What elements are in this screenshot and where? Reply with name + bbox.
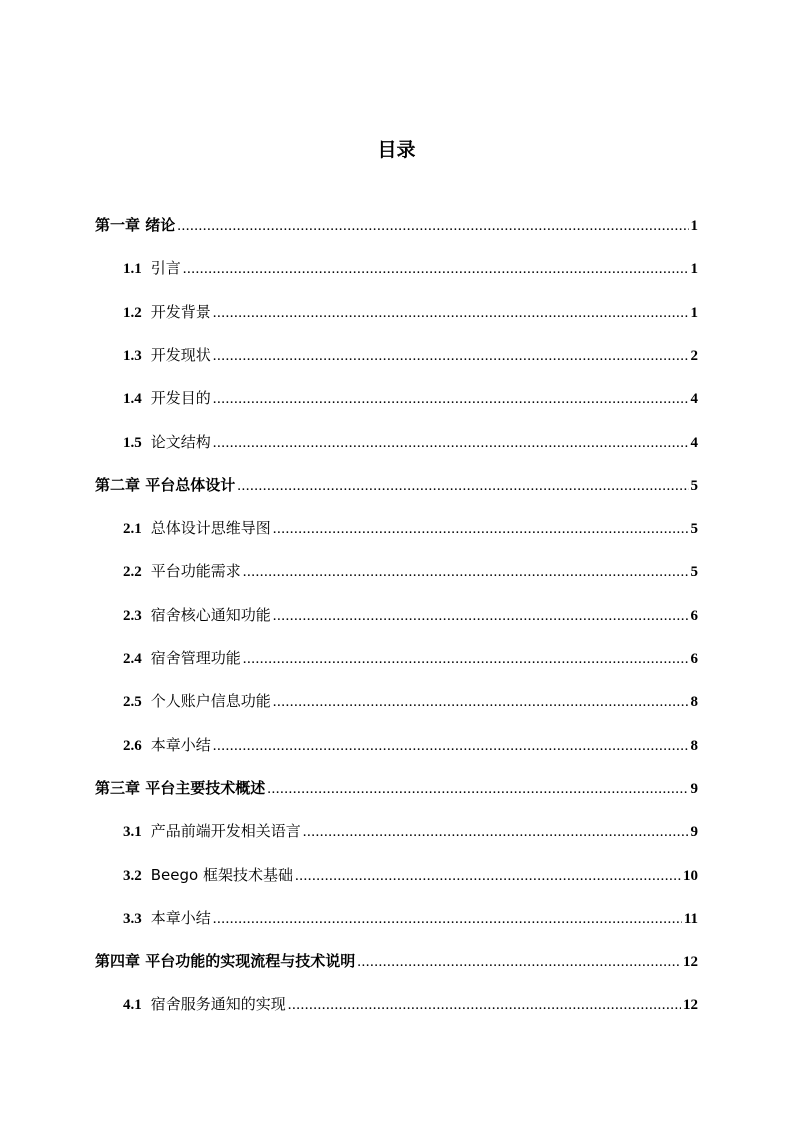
toc-entry-label: 开发背景 xyxy=(150,303,211,321)
toc-section-entry[interactable] xyxy=(123,386,698,410)
toc-section-entry[interactable] xyxy=(123,906,698,930)
toc-entry-label: 平台功能需求 xyxy=(150,562,241,580)
toc-page-number: 9 xyxy=(690,824,698,840)
toc-entry-number: 1.3 xyxy=(123,348,142,364)
toc-entry-number: 3.1 xyxy=(123,824,142,840)
toc-dot-leader xyxy=(213,387,689,411)
toc-entry-label: 个人账户信息功能 xyxy=(150,692,271,710)
toc-section-entry[interactable] xyxy=(123,992,698,1016)
toc-page-number: 12 xyxy=(683,997,698,1013)
toc-page-number: 10 xyxy=(683,868,698,884)
toc-chapter-entry[interactable] xyxy=(95,949,698,973)
toc-dot-leader xyxy=(237,474,688,498)
toc-entry-label: 本章小结 xyxy=(150,736,211,754)
toc-page-number: 8 xyxy=(690,694,698,710)
toc-dot-leader xyxy=(177,214,688,238)
toc-dot-leader xyxy=(213,431,689,455)
toc-entry-number: 2.6 xyxy=(123,738,142,754)
toc-chapter-entry[interactable] xyxy=(95,213,698,237)
toc-entry-number: 3.3 xyxy=(123,911,142,927)
toc-section-entry[interactable] xyxy=(123,863,698,887)
toc-dot-leader xyxy=(213,344,689,368)
toc-chapter-entry[interactable] xyxy=(95,776,698,800)
toc-section-entry[interactable] xyxy=(123,559,698,583)
toc-entry-number: 2.2 xyxy=(123,564,142,580)
page-title: 目录 xyxy=(377,139,416,161)
toc-entry-number: 1.5 xyxy=(123,435,142,451)
toc-entry-label: 本章小结 xyxy=(150,909,211,927)
toc-section-entry[interactable] xyxy=(123,646,698,670)
toc-section-entry[interactable] xyxy=(123,516,698,540)
toc-page-number: 5 xyxy=(690,521,698,537)
toc-page-number: 5 xyxy=(690,564,698,580)
toc-entry-label: 第四章 平台功能的实现流程与技术说明 xyxy=(95,952,356,970)
toc-entry-label: 开发现状 xyxy=(150,346,211,364)
toc-page-number: 1 xyxy=(690,305,698,321)
toc-dot-leader xyxy=(213,907,682,931)
toc-dot-leader xyxy=(213,734,689,758)
toc-section-entry[interactable] xyxy=(123,430,698,454)
toc-page-number: 4 xyxy=(690,435,698,451)
toc-dot-leader xyxy=(267,777,688,801)
toc-page-number: 12 xyxy=(683,954,698,970)
toc-page-number: 8 xyxy=(690,738,698,754)
toc-section-entry[interactable] xyxy=(123,819,698,843)
toc-entry-label: 宿舍管理功能 xyxy=(150,649,241,667)
toc-dot-leader xyxy=(273,517,689,541)
toc-entry-label: 第三章 平台主要技术概述 xyxy=(95,779,266,797)
toc-page-number: 11 xyxy=(683,911,698,927)
toc-entry-label: Beego 框架技术基础 xyxy=(150,866,293,884)
toc-entry-number: 3.2 xyxy=(123,868,142,884)
toc-page-number: 2 xyxy=(690,348,698,364)
toc-section-entry[interactable] xyxy=(123,689,698,713)
toc-page-number: 6 xyxy=(690,608,698,624)
toc-entry-label: 第二章 平台总体设计 xyxy=(95,476,236,494)
toc-dot-leader xyxy=(288,993,681,1017)
toc-page-number: 1 xyxy=(690,261,698,277)
toc-entry-label: 引言 xyxy=(150,259,181,277)
toc-dot-leader xyxy=(357,950,681,974)
toc-chapter-entry[interactable] xyxy=(95,473,698,497)
toc-section-entry[interactable] xyxy=(123,343,698,367)
toc-entry-label: 产品前端开发相关语言 xyxy=(150,822,301,840)
toc-section-entry[interactable] xyxy=(123,603,698,627)
toc-section-entry[interactable] xyxy=(123,256,698,280)
toc-entry-number: 4.1 xyxy=(123,997,142,1013)
toc-entry-label: 宿舍核心通知功能 xyxy=(150,606,271,624)
toc-dot-leader xyxy=(243,647,689,671)
toc-entry-label: 宿舍服务通知的实现 xyxy=(150,995,286,1013)
toc-section-entry[interactable] xyxy=(123,300,698,324)
toc-entry-number: 2.3 xyxy=(123,608,142,624)
toc-entry-label: 第一章 绪论 xyxy=(95,216,176,234)
toc-page-number: 1 xyxy=(690,218,698,234)
toc-entry-number: 1.2 xyxy=(123,305,142,321)
toc-dot-leader xyxy=(183,257,689,281)
toc-page-number: 9 xyxy=(690,781,698,797)
toc-dot-leader xyxy=(213,301,689,325)
toc-section-entry[interactable] xyxy=(123,733,698,757)
toc-page-number: 6 xyxy=(690,651,698,667)
toc-entry-number: 1.4 xyxy=(123,391,142,407)
toc-dot-leader xyxy=(273,690,689,714)
toc-entry-number: 2.5 xyxy=(123,694,142,710)
toc-entry-label: 总体设计思维导图 xyxy=(150,519,271,537)
toc-dot-leader xyxy=(303,820,689,844)
toc-page-number: 5 xyxy=(690,478,698,494)
toc-entry-number: 2.4 xyxy=(123,651,142,667)
toc-entry-label: 开发目的 xyxy=(150,389,211,407)
toc-dot-leader xyxy=(273,604,689,628)
toc-entry-number: 2.1 xyxy=(123,521,142,537)
toc-dot-leader xyxy=(243,560,689,584)
toc-page-number: 4 xyxy=(690,391,698,407)
toc-entry-label: 论文结构 xyxy=(150,433,211,451)
toc-dot-leader xyxy=(295,864,681,888)
toc-entry-number: 1.1 xyxy=(123,261,142,277)
